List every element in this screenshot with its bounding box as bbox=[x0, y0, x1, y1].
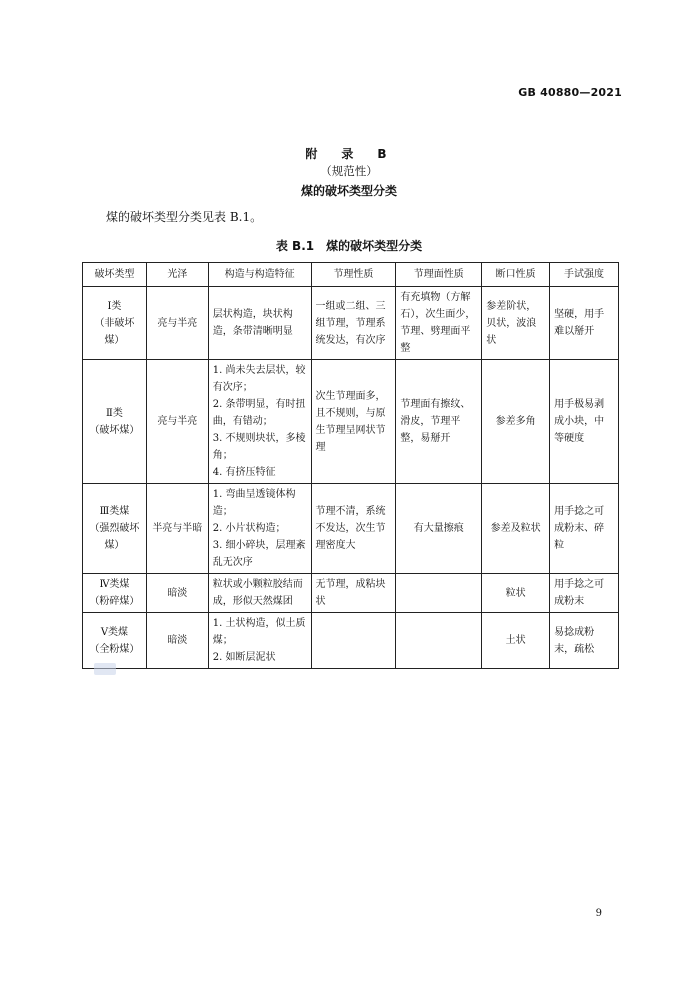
luster-cell: 亮与半亮 bbox=[146, 287, 208, 360]
standard-code: GB 40880—2021 bbox=[518, 86, 622, 99]
structure-cell bbox=[208, 574, 311, 613]
coal-failure-table bbox=[82, 262, 619, 669]
joint-surface-cell bbox=[396, 574, 482, 613]
joint-surface-cell bbox=[396, 613, 482, 669]
fracture-cell: 参差阶状，贝状，波浪状 bbox=[482, 287, 550, 360]
joint-cell: 无节理，成粘块状 bbox=[311, 574, 396, 613]
structure-line: 2. 条带明显，有时扭曲，有错动； bbox=[212, 399, 306, 427]
header-cell: 手试强度 bbox=[550, 263, 619, 287]
failure-type-sub: （粉碎煤） bbox=[89, 596, 140, 607]
structure-line: 1. 尚未失去层状，较有次序； bbox=[212, 365, 306, 393]
table-header-row bbox=[83, 263, 619, 287]
luster-cell: 亮与半亮 bbox=[146, 360, 208, 484]
structure-line: 2. 小片状构造； bbox=[212, 523, 286, 534]
joint-cell: 次生节理面多，且不规则，与原生节理呈网状节理 bbox=[311, 360, 396, 484]
joint-cell bbox=[311, 613, 396, 669]
failure-type-cell bbox=[83, 613, 147, 669]
failure-type-cell bbox=[83, 287, 147, 360]
failure-type-cell bbox=[83, 484, 147, 574]
structure-cell bbox=[208, 613, 311, 669]
strength-cell: 用手极易剥成小块，中等硬度 bbox=[550, 360, 619, 484]
structure-line: 1. 土状构造，似土质煤； bbox=[212, 618, 306, 646]
failure-type-sub: （全粉煤） bbox=[89, 643, 140, 655]
structure-line: 3. 不规则块状，多棱角； bbox=[212, 433, 306, 461]
header-cell: 构造与构造特征 bbox=[208, 263, 311, 287]
luster-cell: 半亮与半暗 bbox=[146, 484, 208, 574]
structure-cell bbox=[208, 287, 311, 360]
table-row bbox=[83, 360, 619, 484]
joint-cell: 节理不清，系统不发达，次生节理密度大 bbox=[311, 484, 396, 574]
luster-cell: 暗淡 bbox=[146, 613, 208, 669]
page-number: 9 bbox=[595, 908, 602, 919]
failure-type-name: Ⅰ类 bbox=[107, 300, 122, 312]
intro-text: 煤的破坏类型分类见表 B.1。 bbox=[106, 210, 263, 224]
failure-type-cell bbox=[83, 574, 147, 613]
table-row bbox=[83, 613, 619, 669]
structure-line: 3. 细小碎块，层理紊乱无次序 bbox=[212, 540, 306, 568]
structure-cell bbox=[208, 484, 311, 574]
joint-surface-cell: 节理面有擦纹、滑皮，节理平整，易掰开 bbox=[396, 360, 482, 484]
appendix-title: 煤的破坏类型分类 bbox=[300, 184, 397, 198]
fracture-cell: 参差及粒状 bbox=[482, 484, 550, 574]
failure-type-sub: （破坏煤） bbox=[89, 424, 140, 436]
structure-line: 4. 有挤压特征 bbox=[212, 467, 276, 478]
header-cell: 节理性质 bbox=[311, 263, 396, 287]
header-cell: 节理面性质 bbox=[396, 263, 482, 287]
table-row bbox=[83, 287, 619, 360]
strength-cell: 坚硬，用手难以掰开 bbox=[550, 287, 619, 360]
failure-type-name: Ⅳ类煤 bbox=[99, 579, 130, 590]
structure-cell bbox=[208, 360, 311, 484]
appendix-label: 附 录 B bbox=[305, 147, 393, 161]
joint-cell: 一组或二组、三组节理，节理系统发达，有次序 bbox=[311, 287, 396, 360]
failure-type-cell bbox=[83, 360, 147, 484]
failure-type-sub: （非破坏煤） bbox=[94, 317, 135, 346]
table-caption: 表 B.1 煤的破坏类型分类 bbox=[275, 239, 423, 253]
fracture-cell: 参差多角 bbox=[482, 360, 550, 484]
structure-line: 1. 弯曲呈透镜体构造； bbox=[212, 489, 296, 517]
watermark-mark bbox=[94, 663, 116, 675]
header-cell: 光泽 bbox=[146, 263, 208, 287]
structure-line: 粒状或小颗粒胶结而成，形似天然煤团 bbox=[212, 579, 303, 607]
joint-surface-cell: 有大量擦痕 bbox=[396, 484, 482, 574]
structure-line: 2. 如断层泥状 bbox=[212, 652, 276, 663]
structure-line: 层状构造，块状构造，条带清晰明显 bbox=[212, 309, 293, 337]
table-row bbox=[83, 484, 619, 574]
failure-type-sub: （强烈破坏煤） bbox=[89, 523, 140, 551]
appendix-normative: （规范性） bbox=[320, 164, 378, 178]
failure-type-name: Ⅲ类煤 bbox=[99, 506, 130, 517]
fracture-cell: 土状 bbox=[482, 613, 550, 669]
header-cell: 破坏类型 bbox=[83, 263, 147, 287]
strength-cell: 易捻成粉末，疏松 bbox=[550, 613, 619, 669]
table-row bbox=[83, 574, 619, 613]
header-cell: 断口性质 bbox=[482, 263, 550, 287]
joint-surface-cell: 有充填物（方解石），次生面少，节理、劈理面平整 bbox=[396, 287, 482, 360]
fracture-cell: 粒状 bbox=[482, 574, 550, 613]
strength-cell: 用手捻之可成粉末、碎粒 bbox=[550, 484, 619, 574]
failure-type-name: Ⅴ类煤 bbox=[100, 626, 129, 638]
luster-cell: 暗淡 bbox=[146, 574, 208, 613]
strength-cell: 用手捻之可成粉末 bbox=[550, 574, 619, 613]
failure-type-name: Ⅱ类 bbox=[106, 407, 123, 419]
